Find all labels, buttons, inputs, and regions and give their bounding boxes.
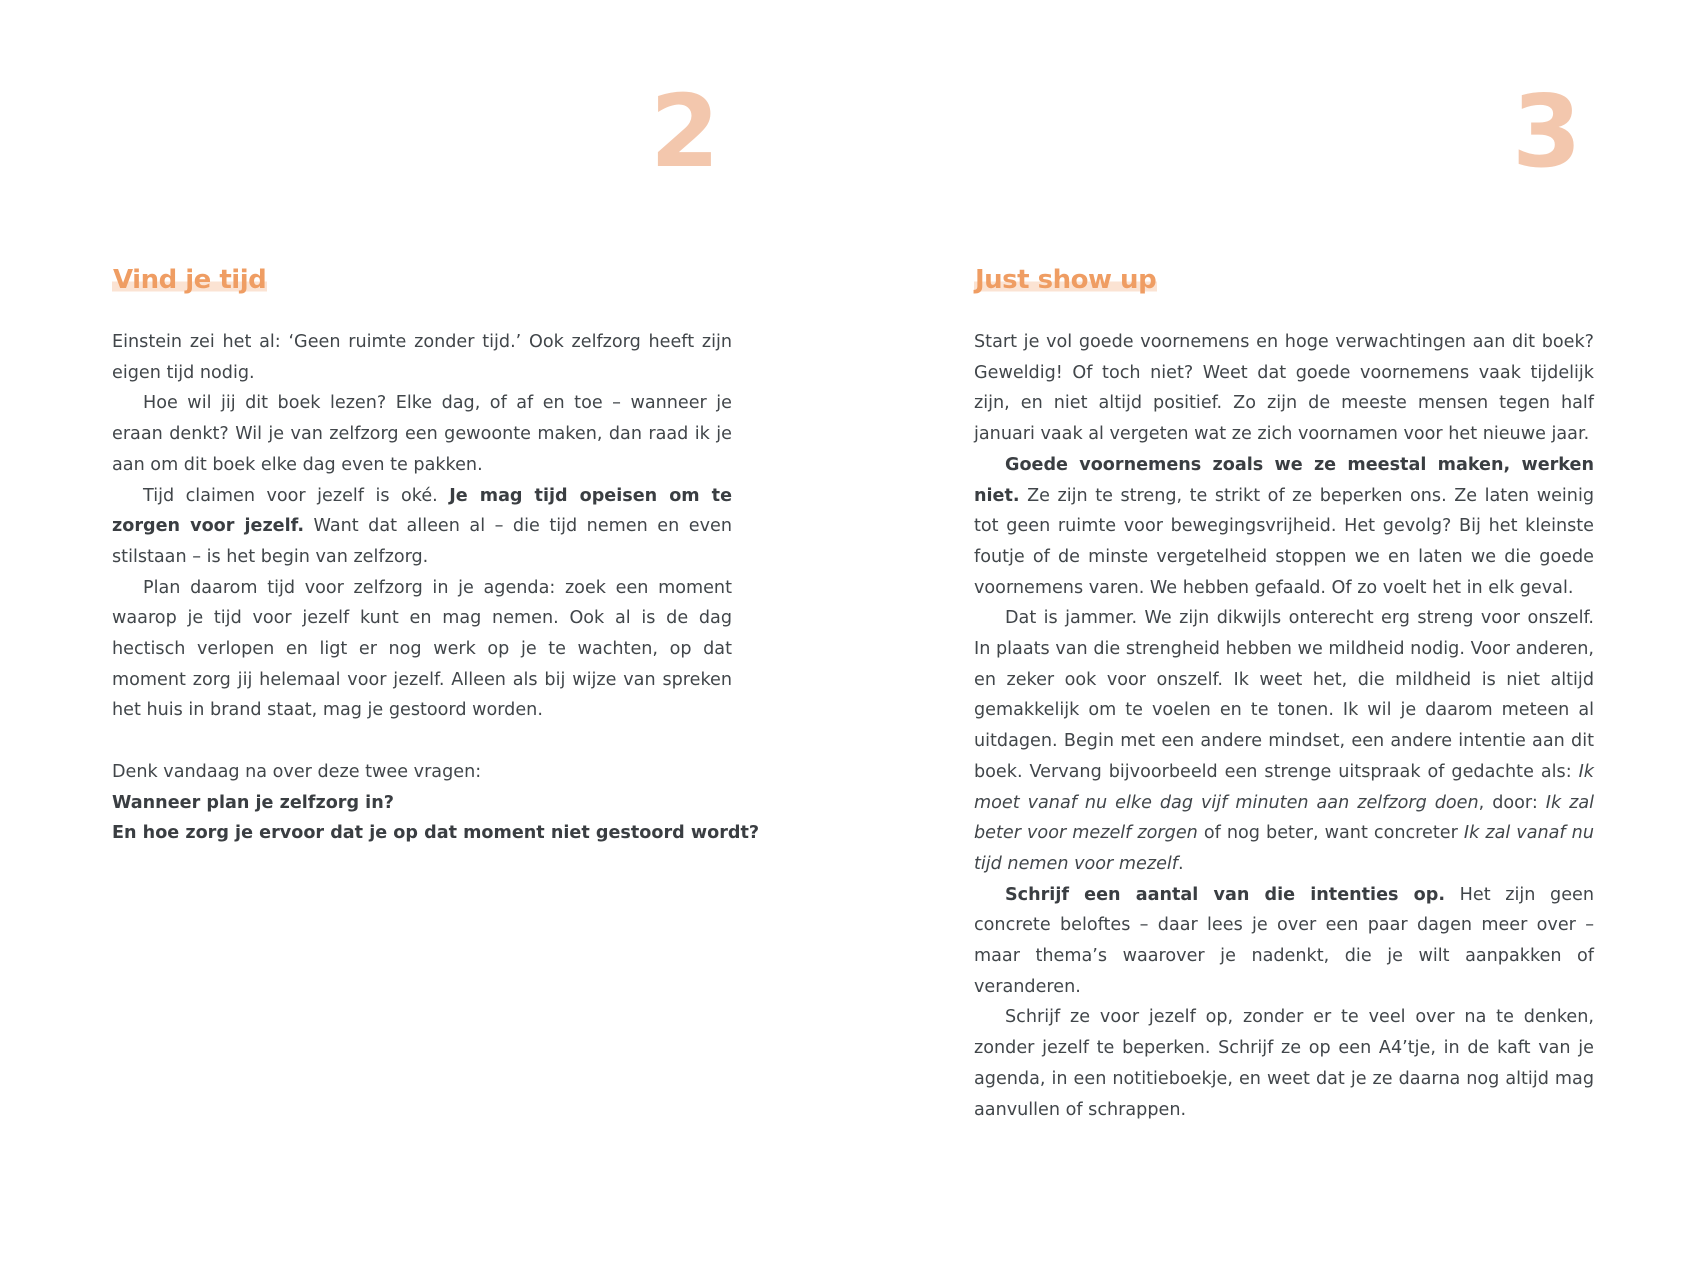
text-run: , door:: [1478, 792, 1546, 813]
body-text: [112, 327, 760, 849]
section-title: [974, 262, 1157, 298]
right-page: [852, 0, 1704, 1282]
paragraph: Schrijf ze voor jezelf op, zonder er te veel over na te denken, zonder jezelf te beperken. Schrijf ze op een A4’tje, in de kaft van je agenda, in een notitieboekje, en weet dat je ze daarna nog altijd mag aanvullen of schrappen.: [974, 1007, 1594, 1120]
paragraph: Einstein zei het al: ‘Geen ruimte zonder tijd.’ Ook zelfzorg heeft zijn eigen tijd nodig.: [112, 332, 732, 383]
bold-text: Schrijf een aantal van die intenties op.: [1005, 884, 1446, 905]
body-text: [974, 327, 1594, 1125]
text-run: Ze zijn te streng, te strikt of ze beperken ons. Ze laten weinig tot geen ruimte voor bewegingsvrijheid. Het gevolg? Bij het kleinste foutje of de minste vergetelheid stoppen we en laten we die goede voornemens varen. We hebben gefaald. Of zo voelt het in elk geval.: [974, 485, 1594, 598]
paragraph: Plan daarom tijd voor zelfzorg in je agenda: zoek een moment waarop je tijd voor jezelf kunt en mag nemen. Ook al is de dag hectisch verlopen en ligt er nog werk op je te wachten, op dat moment zorg jij helemaal voor jezelf. Alleen als bij wijze van spreken het huis in brand staat, mag je gestoord worden.: [112, 577, 732, 721]
question: Wanneer plan je zelfzorg in?: [112, 792, 394, 813]
questions-intro: Denk vandaag na over deze twee vragen:: [112, 761, 482, 782]
text-run: of nog beter, want concreter: [1197, 823, 1464, 844]
paragraph: [974, 450, 1594, 604]
text-run: Tijd claimen voor jezelf is oké.: [143, 485, 450, 506]
text-run: .: [1178, 853, 1184, 874]
section-title: [112, 262, 267, 298]
italic-text: Ik moet vanaf nu elke dag vijf minuten aan zelfzorg doen: [974, 761, 1594, 813]
paragraph: Hoe wil jij dit boek lezen? Elke dag, of af en toe – wanneer je eraan denkt? Wil je van zelfzorg een gewoonte maken, dan raad ik je aan om dit boek elke dag even te pakken.: [112, 393, 732, 475]
section-title-text: Just show up: [975, 265, 1157, 295]
page-number: 2: [650, 73, 718, 190]
paragraph: [112, 481, 732, 573]
paragraph: [974, 880, 1594, 1003]
text-run: Dat is jammer. We zijn dikwijls onterecht erg streng voor onszelf. In plaats van die strengheid hebben we mildheid nodig. Voor anderen, en zeker ook voor onszelf. Ik weet het, die mildheid is niet altijd gemakkelijk om te voelen en te tonen. Ik wil je daarom meteen al uitdagen. Begin met een andere mindset, een andere intentie aan dit boek. Vervang bijvoorbeeld een strenge uitspraak of gedachte als:: [974, 608, 1594, 782]
paragraph: [974, 603, 1594, 879]
bold-text: Goede voornemens zoals we ze meestal maken, werken niet.: [974, 454, 1594, 506]
question: En hoe zorg je ervoor dat je op dat moment niet gestoord wordt?: [112, 823, 760, 844]
section-title-text: Vind je tijd: [113, 265, 267, 295]
text-run: Want dat alleen al – die tijd nemen en even stilstaan – is het begin van zelfzorg.: [112, 516, 732, 567]
italic-text: Ik zal vanaf nu tijd nemen voor mezelf: [974, 823, 1594, 874]
page-number: 3: [1512, 73, 1580, 190]
questions: [112, 757, 760, 849]
text-run: Het zijn geen concrete beloftes – daar lees je over een paar dagen meer over – maar thema’s waarover je nadenkt, die je wilt aanpakken of veranderen.: [974, 884, 1594, 997]
italic-text: Ik zal beter voor mezelf zorgen: [974, 792, 1595, 844]
paragraph: Start je vol goede voornemens en hoge verwachtingen aan dit boek? Geweldig! Of toch niet? Weet dat goede voornemens vaak tijdelijk zijn, en niet altijd positief. Zo zijn de meeste mensen tegen half januari vaak al vergeten wat ze zich voornamen voor het nieuwe jaar.: [974, 332, 1594, 445]
bold-text: Je mag tijd opeisen om te zorgen voor jezelf.: [112, 485, 732, 537]
